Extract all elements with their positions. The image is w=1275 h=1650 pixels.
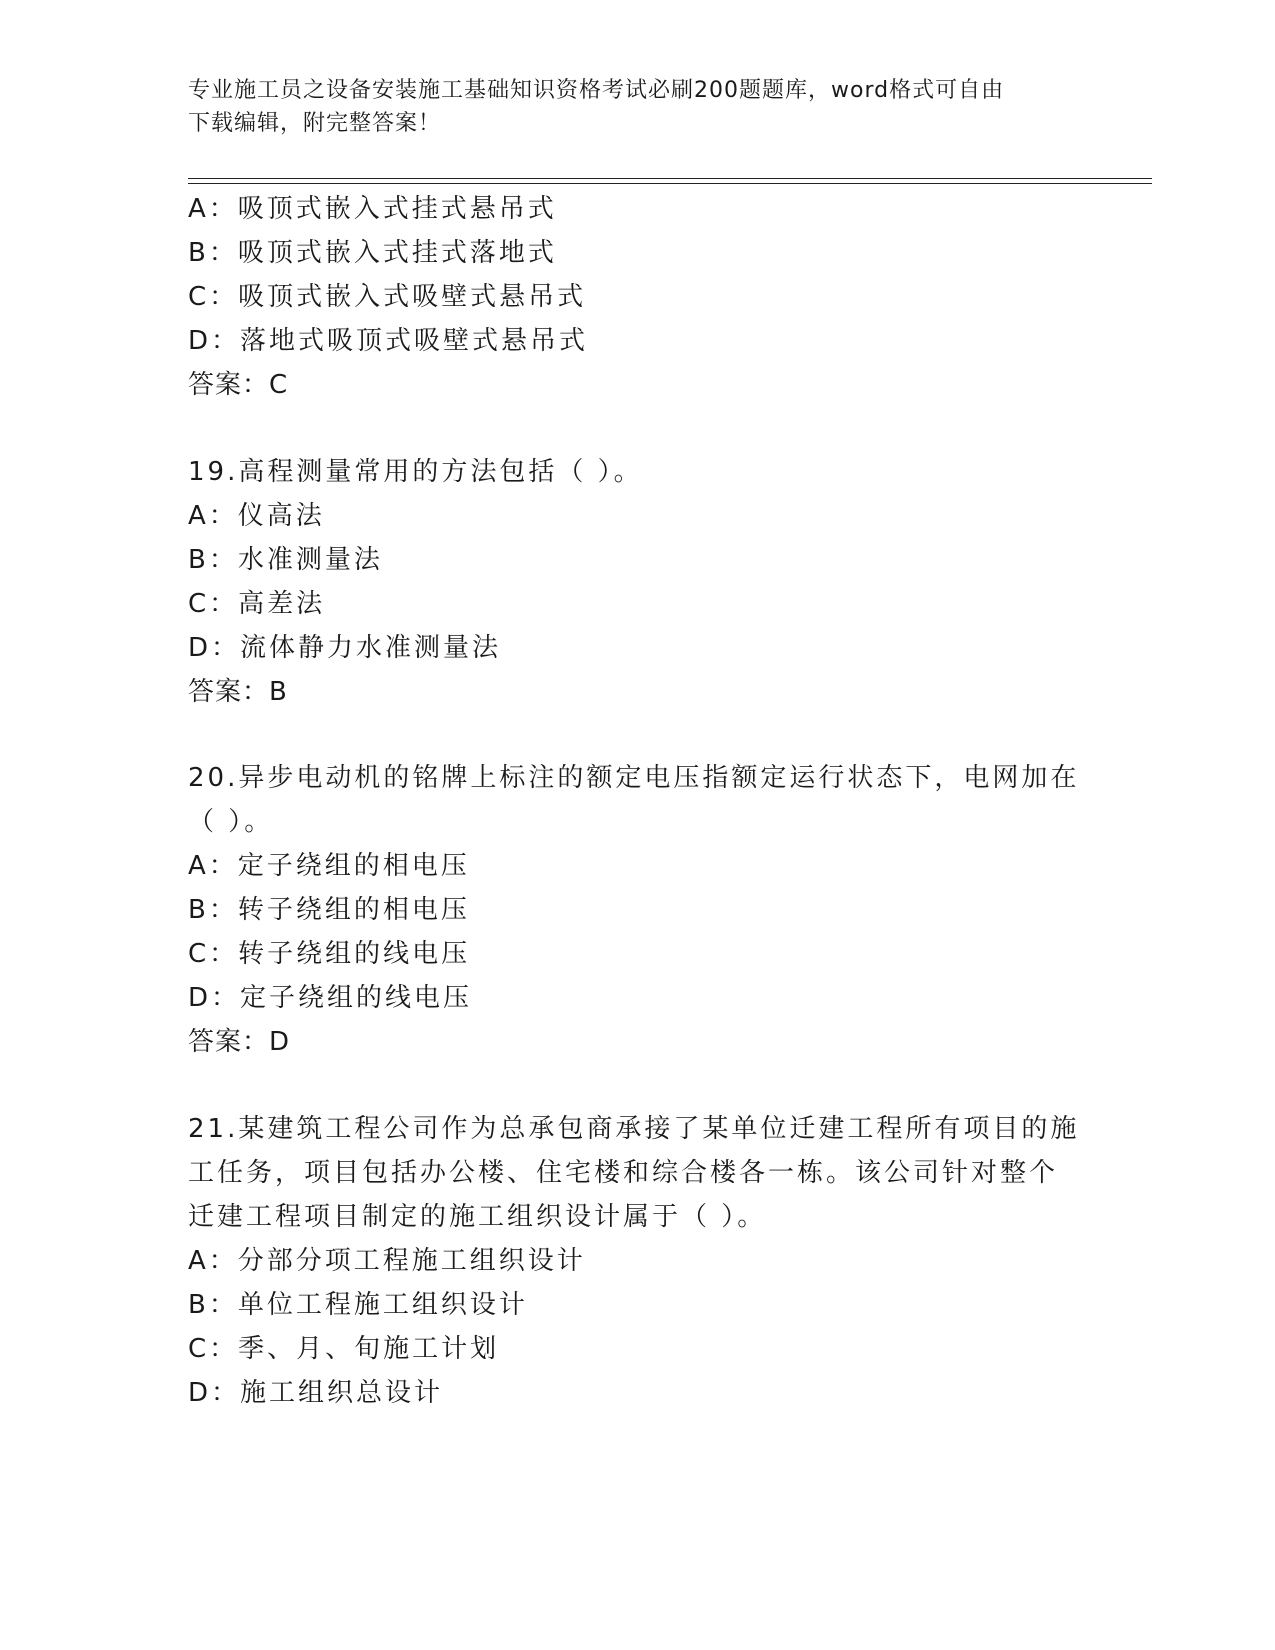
q19-question: 19.高程测量常用的方法包括（ ）。 (188, 457, 643, 487)
q20-answer: 答案：D (188, 1027, 291, 1057)
header-line-1: 专业施工员之设备安装施工基础知识资格考试必刷200题题库，word格式可自由 (188, 78, 1005, 103)
q21-question-line-3: 迁建工程项目制定的施工组织设计属于（ ）。 (188, 1202, 767, 1232)
q19-option-a: A：仪高法 (188, 501, 325, 531)
q21-option-a: A：分部分项工程施工组织设计 (188, 1246, 586, 1276)
q18-option-a: A：吸顶式嵌入式挂式悬吊式 (188, 194, 557, 224)
q20-question-line-2: （ ）。 (188, 807, 274, 837)
header-line-2: 下载编辑，附完整答案！ (188, 111, 442, 136)
q18-option-b: B：吸顶式嵌入式挂式落地式 (188, 238, 557, 268)
q21-option-b: B：单位工程施工组织设计 (188, 1290, 528, 1320)
q20-option-b: B：转子绕组的相电压 (188, 895, 470, 925)
q18-option-d: D：落地式吸顶式吸壁式悬吊式 (188, 326, 589, 356)
header-divider-top (188, 178, 1152, 179)
q21-option-d: D：施工组织总设计 (188, 1378, 444, 1408)
q20-option-d: D：定子绕组的线电压 (188, 983, 473, 1013)
q20-question-line-1: 20.异步电动机的铭牌上标注的额定电压指额定运行状态下，电网加在 (188, 763, 1080, 793)
q19-option-d: D：流体静力水准测量法 (188, 633, 502, 663)
q21-option-c: C：季、月、旬施工计划 (188, 1334, 500, 1364)
q21-question-line-2: 工任务，项目包括办公楼、住宅楼和综合楼各一栋。该公司针对整个 (188, 1158, 1059, 1188)
header-divider-bottom (188, 183, 1152, 184)
q20-option-c: C：转子绕组的线电压 (188, 939, 471, 969)
q20-option-a: A：定子绕组的相电压 (188, 851, 470, 881)
q19-option-b: B：水准测量法 (188, 545, 383, 575)
document-header (188, 74, 1088, 140)
q18-option-c: C：吸顶式嵌入式吸壁式悬吊式 (188, 282, 587, 312)
q21-question-line-1: 21.某建筑工程公司作为总承包商承接了某单位迁建工程所有项目的施 (188, 1114, 1080, 1144)
q19-answer: 答案：B (188, 677, 288, 707)
q19-option-c: C：高差法 (188, 589, 326, 619)
q18-answer: 答案：C (188, 370, 289, 400)
